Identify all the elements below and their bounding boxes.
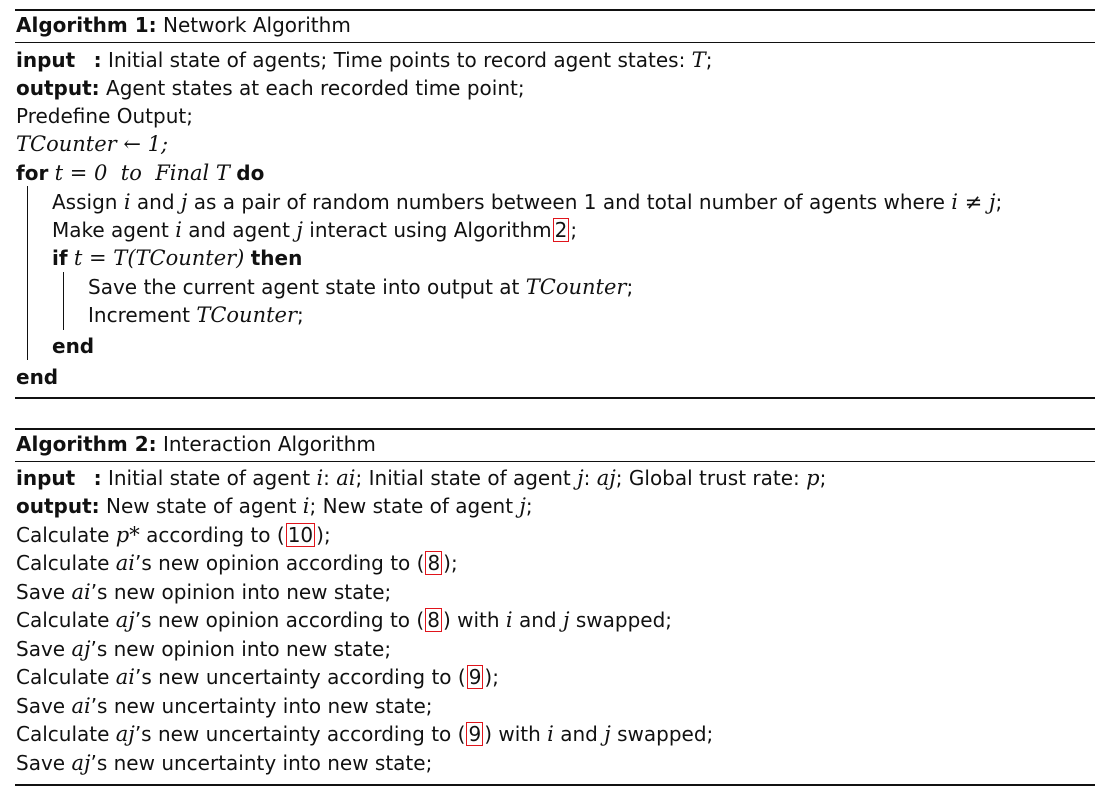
increment-text: Increment (88, 303, 190, 327)
input-colon: : (93, 48, 102, 72)
tcounter-init-line (16, 130, 168, 158)
l8-text-d: and (560, 722, 598, 746)
input-keyword: input (16, 466, 76, 490)
output-keyword: output: (16, 76, 100, 100)
l3-text-a: Save (16, 580, 66, 604)
equation-9-reference-link[interactable]: 9 (468, 665, 482, 689)
assign-condition: i ≠ j (951, 190, 996, 214)
output-text: Agent states at each recorded time point; (106, 76, 525, 100)
algorithm-1-bottom-rule (15, 397, 1095, 399)
l5-text-a: Save (16, 637, 66, 661)
for-range: t = 0 to Final T (54, 161, 230, 185)
var-i: i (175, 218, 182, 242)
l6-text-a: Calculate (16, 665, 110, 689)
l8-text-c: with (498, 722, 541, 746)
equation-8-reference-link[interactable]: 8 (427, 551, 441, 575)
var-ai: ai (336, 466, 356, 490)
l9-text-a: Save (16, 751, 66, 775)
if-block-bar (63, 272, 64, 330)
var-aj: aj (115, 722, 135, 746)
l4-text-d: and (519, 608, 557, 632)
var-j: j (604, 722, 611, 746)
var-i: i (123, 190, 131, 214)
var-ai: ai (115, 665, 136, 689)
save-aj-uncertainty-line (16, 749, 432, 777)
for-block-bar (27, 186, 28, 360)
for-keyword: for (16, 161, 49, 185)
var-i: i (547, 722, 554, 746)
algorithm-2-box (15, 400, 1095, 797)
l9-text-b: ’s new uncertainty into new state; (90, 751, 433, 775)
then-keyword: then (250, 246, 303, 270)
var-i: i (316, 466, 324, 490)
var-aj: aj (71, 751, 91, 775)
var-aj: aj (596, 466, 616, 490)
l4-text-b: ’s new opinion according to (134, 608, 411, 632)
if-condition: t = T(TCounter) (73, 246, 245, 270)
l4-text-e: swapped; (575, 608, 673, 632)
tcounter-init: TCounter ← 1; (16, 132, 169, 156)
algorithm-1-title (16, 11, 351, 39)
output-text-a: New state of agent (106, 494, 297, 518)
l2-text-b: ’s new opinion according to (135, 551, 411, 575)
equation-8-reference-link[interactable]: 8 (427, 608, 440, 632)
var-j: j (563, 608, 570, 632)
l1-text-a: Calculate (16, 523, 110, 547)
calc-p-star-line: Calculate p* according to ( 10 ); (16, 523, 331, 547)
var-j: j (519, 494, 526, 518)
algorithm-1-output-line (16, 74, 525, 102)
assign-text-a: Assign (52, 190, 118, 214)
save-ai-opinion-line (16, 578, 391, 606)
input-text-c: Global trust rate: (628, 466, 800, 490)
var-i: i (505, 608, 513, 632)
save-ai-uncertainty-line (16, 692, 433, 720)
for-line (16, 159, 264, 187)
l5-text-b: ’s new opinion into new state; (90, 637, 392, 661)
make-text-c: interact using Algorithm (309, 218, 552, 242)
algorithm-2-header-rule (15, 461, 1095, 462)
predefine-line: Predefine Output; (16, 104, 193, 128)
assign-text-c: as a pair of random numbers between 1 and total number of agents where (193, 190, 945, 214)
make-text-a: Make agent (52, 218, 169, 242)
input-text-b: Initial state of agent (368, 466, 571, 490)
input-keyword: input (16, 48, 76, 72)
var-j: j (296, 218, 303, 242)
l7-text-b: ’s new uncertainty into new state; (90, 694, 433, 718)
end-for: end (16, 365, 59, 389)
l6-text-b: ’s new uncertainty according to (135, 665, 452, 689)
algorithm-1-input-line: input : Initial state of agents; Time points to record agent states: T; (16, 48, 713, 72)
equation-10-reference-link[interactable]: 10 (287, 523, 314, 547)
l8-text-e: swapped; (617, 722, 714, 746)
l4-text-c: with (457, 608, 500, 632)
var-aj: aj (115, 608, 135, 632)
save-state-line: Save the current agent state into output at TCounter; (88, 275, 634, 299)
increment-var: TCounter (196, 303, 298, 327)
l1-text-b: according to (146, 523, 271, 547)
if-keyword: if (52, 246, 68, 270)
assign-text-b: and (136, 190, 175, 214)
algorithm-2-bottom-rule (15, 784, 1095, 786)
equation-9-reference-link[interactable]: 9 (468, 722, 482, 746)
input-text-a: Initial state of agent (107, 466, 311, 490)
save-text: Save the current agent state into output at (88, 275, 520, 299)
algorithm-1-header-rule (15, 42, 1095, 43)
l8-text-b: ’s new uncertainty according to (134, 722, 452, 746)
var-ai: ai (115, 551, 136, 575)
input-var-T: T (691, 48, 706, 72)
algorithm-1-label: Algorithm 1: (16, 13, 157, 37)
algorithm-2-title (16, 430, 376, 458)
var-j: j (180, 190, 188, 214)
calc-ai-uncertainty-line: Calculate ai’s new uncertainty according to ( 9 ); (16, 665, 499, 689)
save-var: TCounter (525, 275, 627, 299)
assign-line: Assign i and j as a pair of random numbers between 1 and total number of agents where i ≠ j; (52, 190, 1003, 214)
make-line: Make agent i and agent j interact using Algorithm 2 ; (52, 218, 578, 242)
output-keyword: output: (16, 494, 100, 518)
save-aj-opinion-line (16, 635, 391, 663)
calc-aj-opinion-line: Calculate aj’s new opinion according to ( 8 ) with i and j swapped; (16, 608, 673, 632)
l8-text-a: Calculate (16, 722, 110, 746)
l3-text-b: ’s new opinion into new state; (90, 580, 392, 604)
l2-text-a: Calculate (16, 551, 110, 575)
if-line (52, 244, 302, 272)
algorithm-2-reference-link[interactable]: 2 (554, 218, 568, 242)
algorithm-1-name: Network Algorithm (162, 13, 351, 37)
make-text-b: and agent (188, 218, 291, 242)
l7-text-a: Save (16, 694, 66, 718)
algorithm-2-output-line: output: New state of agent i; New state of agent j; (16, 494, 533, 518)
var-p-star: p* (115, 523, 140, 547)
end-if: end (52, 334, 95, 358)
algorithm-2-label: Algorithm 2: (16, 432, 157, 456)
do-keyword: do (236, 161, 265, 185)
increment-line: Increment TCounter; (88, 303, 304, 327)
algorithm-2-input-line: input : Initial state of agent i: ai; Initial state of agent j: aj; Global trust rate: p; (16, 466, 827, 490)
var-i: i (302, 494, 310, 518)
var-ai: ai (71, 580, 91, 604)
var-aj: aj (71, 637, 91, 661)
var-p: p (806, 466, 820, 490)
l4-text-a: Calculate (16, 608, 110, 632)
output-text-b: New state of agent (322, 494, 514, 518)
algorithm-2-name: Interaction Algorithm (162, 432, 376, 456)
var-ai: ai (71, 694, 91, 718)
calc-ai-opinion-line: Calculate ai’s new opinion according to ( 8 ); (16, 551, 458, 575)
calc-aj-uncertainty-line: Calculate aj’s new uncertainty according to ( 9 ) with i and j swapped; (16, 722, 714, 746)
var-j: j (577, 466, 584, 490)
input-colon: : (93, 466, 102, 490)
input-text: Initial state of agents; Time points to record agent states: (107, 48, 686, 72)
algorithm-1-box (15, 0, 1095, 400)
